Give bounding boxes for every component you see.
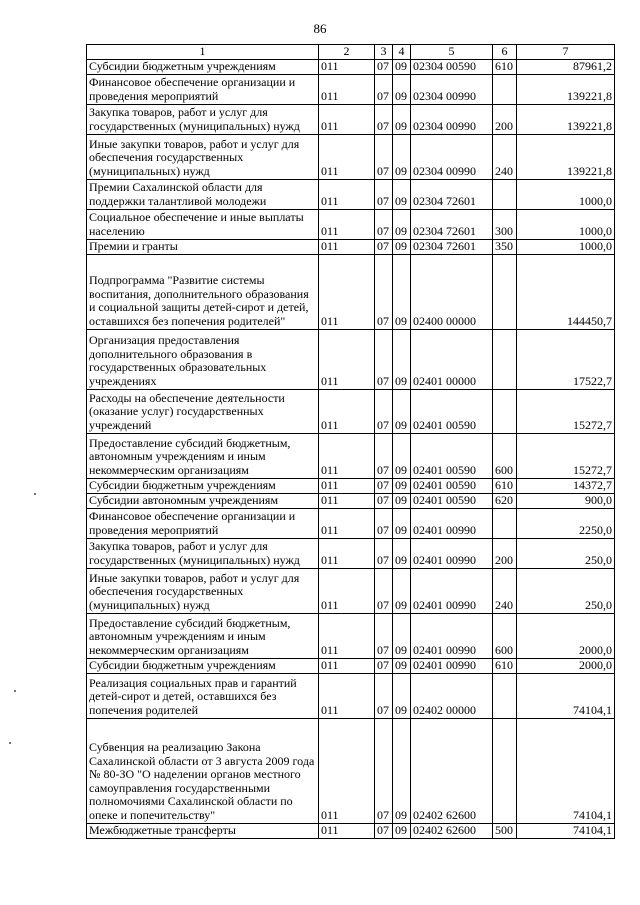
- section-code-cell: 07: [375, 568, 393, 613]
- ministry-code-cell: 011: [319, 478, 375, 493]
- section-code-cell: 07: [375, 478, 393, 493]
- subsection-code-cell: 09: [393, 508, 411, 538]
- table-row: [87, 718, 615, 823]
- ministry-code-cell: 011: [319, 613, 375, 658]
- amount-cell: 2000,0: [517, 658, 615, 673]
- expense-name-cell: Премии Сахалинской области для поддержки талантливой молодежи: [87, 179, 319, 209]
- section-code-cell: 07: [375, 613, 393, 658]
- amount-cell: 1000,0: [517, 209, 615, 239]
- amount-cell: 900,0: [517, 493, 615, 508]
- budget-table: [86, 44, 615, 839]
- expense-type-cell: 350: [493, 239, 517, 254]
- section-code-cell: 07: [375, 104, 393, 134]
- amount-cell: 139221,8: [517, 74, 615, 104]
- expense-type-cell: [493, 179, 517, 209]
- target-article-cell: 02402 62600: [411, 718, 493, 823]
- expense-type-cell: [493, 673, 517, 718]
- target-article-cell: 02304 00990: [411, 74, 493, 104]
- target-article-cell: 02304 00990: [411, 104, 493, 134]
- table-row: [87, 493, 615, 508]
- section-code-cell: 07: [375, 389, 393, 433]
- section-code-cell: 07: [375, 433, 393, 478]
- subsection-code-cell: 09: [393, 823, 411, 838]
- expense-type-cell: [493, 254, 517, 329]
- subsection-code-cell: 09: [393, 718, 411, 823]
- section-code-cell: 07: [375, 508, 393, 538]
- expense-name-cell: Закупка товаров, работ и услуг для государственных (муниципальных) нужд: [87, 538, 319, 568]
- expense-type-cell: 610: [493, 59, 517, 74]
- expense-type-cell: 600: [493, 433, 517, 478]
- scan-speck: [9, 742, 11, 744]
- ministry-code-cell: 011: [319, 74, 375, 104]
- target-article-cell: 02304 00990: [411, 134, 493, 179]
- section-code-cell: 07: [375, 673, 393, 718]
- amount-cell: 2250,0: [517, 508, 615, 538]
- expense-name-cell: Премии и гранты: [87, 239, 319, 254]
- ministry-code-cell: 011: [319, 239, 375, 254]
- expense-name-cell: Межбюджетные трансферты: [87, 823, 319, 838]
- section-code-cell: 07: [375, 493, 393, 508]
- expense-name-cell: Расходы на обеспечение деятельности (оказание услуг) государственных учреждений: [87, 389, 319, 433]
- header-cell: 5: [411, 45, 493, 60]
- amount-cell: 2000,0: [517, 613, 615, 658]
- expense-name-cell: Закупка товаров, работ и услуг для государственных (муниципальных) нужд: [87, 104, 319, 134]
- table-row: [87, 568, 615, 613]
- ministry-code-cell: 011: [319, 254, 375, 329]
- subsection-code-cell: 09: [393, 104, 411, 134]
- table-row: [87, 823, 615, 838]
- expense-name-cell: Предоставление субсидий бюджетным, автономным учреждениям и иным некоммерческим организациям: [87, 433, 319, 478]
- expense-type-cell: 300: [493, 209, 517, 239]
- expense-name-cell: Подпрограмма "Развитие системы воспитания, дополнительного образования и социальной защиты детей-сирот и детей, оставшихся без попечения родителей": [87, 254, 319, 329]
- subsection-code-cell: 09: [393, 568, 411, 613]
- scan-speck: [14, 690, 16, 692]
- target-article-cell: 02401 00590: [411, 433, 493, 478]
- subsection-code-cell: 09: [393, 538, 411, 568]
- expense-name-cell: Иные закупки товаров, работ и услуг для обеспечения государственных (муниципальных) нужд: [87, 134, 319, 179]
- subsection-code-cell: 09: [393, 329, 411, 389]
- section-code-cell: 07: [375, 538, 393, 568]
- table-row: [87, 239, 615, 254]
- amount-cell: 1000,0: [517, 179, 615, 209]
- target-article-cell: 02401 00590: [411, 389, 493, 433]
- subsection-code-cell: 09: [393, 59, 411, 74]
- ministry-code-cell: 011: [319, 658, 375, 673]
- table-row: [87, 433, 615, 478]
- ministry-code-cell: 011: [319, 823, 375, 838]
- subsection-code-cell: 09: [393, 478, 411, 493]
- section-code-cell: 07: [375, 209, 393, 239]
- expense-name-cell: Субсидии автономным учреждениям: [87, 493, 319, 508]
- expense-type-cell: 500: [493, 823, 517, 838]
- amount-cell: 250,0: [517, 538, 615, 568]
- table-row: [87, 209, 615, 239]
- table-row: [87, 389, 615, 433]
- subsection-code-cell: 09: [393, 254, 411, 329]
- header-cell: 3: [375, 45, 393, 60]
- section-code-cell: 07: [375, 254, 393, 329]
- table-row: [87, 104, 615, 134]
- expense-name-cell: Предоставление субсидий бюджетным, автономным учреждениям и иным некоммерческим организациям: [87, 613, 319, 658]
- target-article-cell: 02401 00590: [411, 478, 493, 493]
- amount-cell: 74104,1: [517, 673, 615, 718]
- ministry-code-cell: 011: [319, 508, 375, 538]
- table-row: [87, 538, 615, 568]
- target-article-cell: 02401 00990: [411, 538, 493, 568]
- amount-cell: 74104,1: [517, 823, 615, 838]
- section-code-cell: 07: [375, 823, 393, 838]
- amount-cell: 14372,7: [517, 478, 615, 493]
- target-article-cell: 02304 00590: [411, 59, 493, 74]
- target-article-cell: 02401 00590: [411, 493, 493, 508]
- ministry-code-cell: 011: [319, 433, 375, 478]
- target-article-cell: 02402 00000: [411, 673, 493, 718]
- header-cell: 4: [393, 45, 411, 60]
- expense-type-cell: 610: [493, 658, 517, 673]
- header-cell: 6: [493, 45, 517, 60]
- subsection-code-cell: 09: [393, 613, 411, 658]
- table-row: [87, 74, 615, 104]
- table-row: [87, 508, 615, 538]
- expense-name-cell: Субсидии бюджетным учреждениям: [87, 478, 319, 493]
- expense-type-cell: [493, 718, 517, 823]
- subsection-code-cell: 09: [393, 389, 411, 433]
- subsection-code-cell: 09: [393, 433, 411, 478]
- amount-cell: 139221,8: [517, 104, 615, 134]
- ministry-code-cell: 011: [319, 59, 375, 74]
- expense-name-cell: Иные закупки товаров, работ и услуг для обеспечения государственных (муниципальных) нужд: [87, 568, 319, 613]
- subsection-code-cell: 09: [393, 493, 411, 508]
- ministry-code-cell: 011: [319, 568, 375, 613]
- target-article-cell: 02304 72601: [411, 209, 493, 239]
- subsection-code-cell: 09: [393, 658, 411, 673]
- amount-cell: 15272,7: [517, 389, 615, 433]
- table-row: [87, 59, 615, 74]
- ministry-code-cell: 011: [319, 389, 375, 433]
- ministry-code-cell: 011: [319, 329, 375, 389]
- table-row: [87, 254, 615, 329]
- expense-type-cell: 600: [493, 613, 517, 658]
- amount-cell: 15272,7: [517, 433, 615, 478]
- ministry-code-cell: 011: [319, 538, 375, 568]
- scan-speck: [34, 493, 36, 495]
- ministry-code-cell: 011: [319, 104, 375, 134]
- target-article-cell: 02401 00000: [411, 329, 493, 389]
- expense-type-cell: 240: [493, 134, 517, 179]
- subsection-code-cell: 09: [393, 239, 411, 254]
- target-article-cell: 02400 00000: [411, 254, 493, 329]
- section-code-cell: 07: [375, 59, 393, 74]
- target-article-cell: 02401 00990: [411, 568, 493, 613]
- expense-type-cell: 200: [493, 538, 517, 568]
- expense-name-cell: Организация предоставления дополнительного образования в государственных образовательных учреждениях: [87, 329, 319, 389]
- expense-type-cell: 610: [493, 478, 517, 493]
- amount-cell: 74104,1: [517, 718, 615, 823]
- expense-name-cell: Финансовое обеспечение организации и проведения мероприятий: [87, 74, 319, 104]
- target-article-cell: 02304 72601: [411, 179, 493, 209]
- section-code-cell: 07: [375, 134, 393, 179]
- expense-name-cell: Реализация социальных прав и гарантий детей-сирот и детей, оставшихся без попечения родителей: [87, 673, 319, 718]
- table-row: [87, 673, 615, 718]
- expense-name-cell: Субвенция на реализацию Закона Сахалинской области от 3 августа 2009 года № 80-ЗО "О наделении органов местного самоуправления государственными полномочиями Сахалинской области по опеке и попечительству": [87, 718, 319, 823]
- table-row: [87, 613, 615, 658]
- header-row: [87, 45, 615, 60]
- expense-type-cell: 620: [493, 493, 517, 508]
- expense-name-cell: Субсидии бюджетным учреждениям: [87, 658, 319, 673]
- page-number: 86: [313, 21, 327, 36]
- expense-type-cell: 200: [493, 104, 517, 134]
- header-cell: 1: [87, 45, 319, 60]
- target-article-cell: 02304 72601: [411, 239, 493, 254]
- section-code-cell: 07: [375, 74, 393, 104]
- section-code-cell: 07: [375, 239, 393, 254]
- expense-name-cell: Субсидии бюджетным учреждениям: [87, 59, 319, 74]
- table-row: [87, 478, 615, 493]
- subsection-code-cell: 09: [393, 673, 411, 718]
- header-cell: 2: [319, 45, 375, 60]
- subsection-code-cell: 09: [393, 209, 411, 239]
- subsection-code-cell: 09: [393, 74, 411, 104]
- table-row: [87, 134, 615, 179]
- expense-type-cell: [493, 508, 517, 538]
- expense-name-cell: Финансовое обеспечение организации и проведения мероприятий: [87, 508, 319, 538]
- amount-cell: 17522,7: [517, 329, 615, 389]
- expense-type-cell: 240: [493, 568, 517, 613]
- amount-cell: 139221,8: [517, 134, 615, 179]
- table-row: [87, 329, 615, 389]
- target-article-cell: 02401 00990: [411, 508, 493, 538]
- amount-cell: 144450,7: [517, 254, 615, 329]
- ministry-code-cell: 011: [319, 209, 375, 239]
- amount-cell: 1000,0: [517, 239, 615, 254]
- expense-name-cell: Социальное обеспечение и иные выплаты населению: [87, 209, 319, 239]
- section-code-cell: 07: [375, 329, 393, 389]
- expense-type-cell: [493, 329, 517, 389]
- section-code-cell: 07: [375, 179, 393, 209]
- ministry-code-cell: 011: [319, 718, 375, 823]
- ministry-code-cell: 011: [319, 673, 375, 718]
- target-article-cell: 02402 62600: [411, 823, 493, 838]
- amount-cell: 250,0: [517, 568, 615, 613]
- section-code-cell: 07: [375, 718, 393, 823]
- table-row: [87, 179, 615, 209]
- target-article-cell: 02401 00990: [411, 613, 493, 658]
- amount-cell: 87961,2: [517, 59, 615, 74]
- ministry-code-cell: 011: [319, 134, 375, 179]
- subsection-code-cell: 09: [393, 179, 411, 209]
- ministry-code-cell: 011: [319, 493, 375, 508]
- expense-type-cell: [493, 389, 517, 433]
- target-article-cell: 02401 00990: [411, 658, 493, 673]
- section-code-cell: 07: [375, 658, 393, 673]
- ministry-code-cell: 011: [319, 179, 375, 209]
- subsection-code-cell: 09: [393, 134, 411, 179]
- expense-type-cell: [493, 74, 517, 104]
- header-cell: 7: [517, 45, 615, 60]
- table-row: [87, 658, 615, 673]
